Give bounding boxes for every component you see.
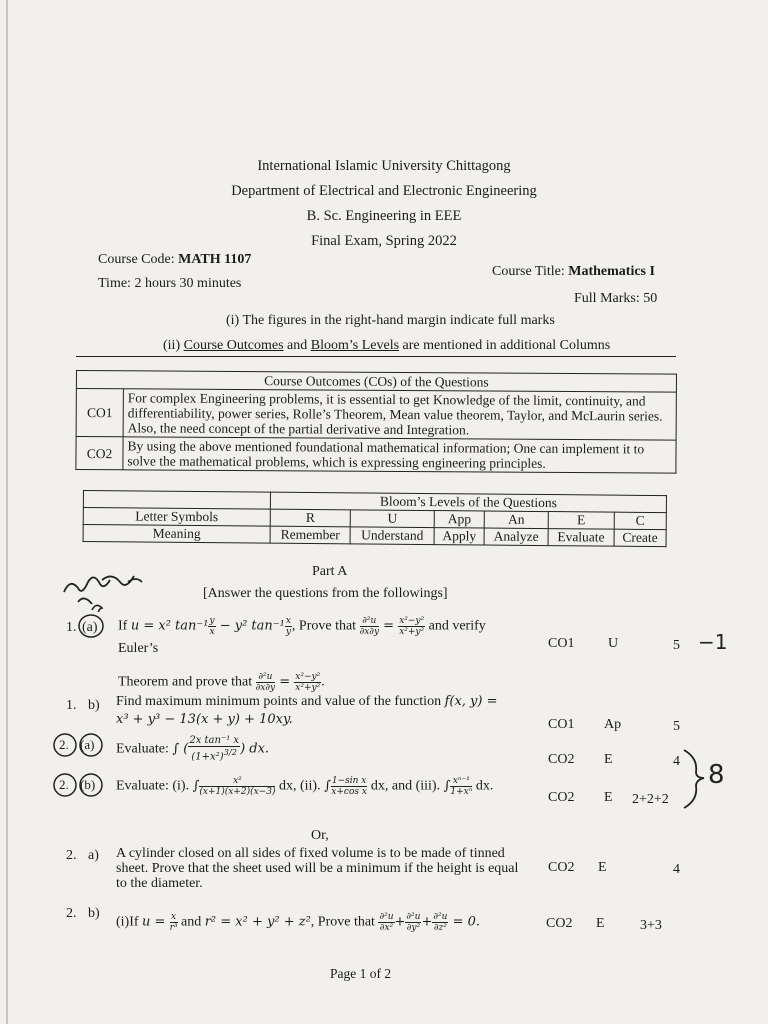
question-2a-alt-line2: sheet. Prove that the sheet used will be a minimum if the height is equal	[116, 861, 519, 876]
bloom-column: E	[598, 860, 607, 875]
exam-name: Final Exam, Spring 2022	[311, 233, 457, 249]
bloom-row-label: Letter Symbols	[83, 508, 270, 527]
co-table-row	[76, 389, 676, 441]
co-column: CO1	[548, 717, 575, 732]
handwritten-brace	[680, 744, 710, 814]
question-part-label: b)	[88, 906, 100, 921]
bloom-meaning: Create	[614, 529, 666, 546]
course-code-value: MATH 1107	[178, 252, 252, 267]
full-marks: Full Marks: 50	[574, 291, 658, 306]
bloom-symbol: An	[484, 511, 548, 529]
handwritten-eight: 8	[708, 760, 725, 790]
marks-column: 2+2+2	[632, 792, 669, 807]
bloom-symbol: App	[434, 511, 484, 528]
q1a-if: If	[118, 618, 128, 634]
bloom-symbol: E	[548, 512, 614, 530]
department-name: Department of Electrical and Electronic Engineering	[231, 183, 537, 199]
q2a-evaluate: Evaluate:	[116, 741, 169, 757]
instruction-2	[163, 338, 610, 354]
q2b-part-ii: dx, (ii).	[278, 778, 321, 794]
university-name: International Islamic University Chittagong	[257, 158, 511, 174]
blooms-levels-link: Bloom’s Levels	[310, 338, 400, 353]
exam-time: Time: 2 hours 30 minutes	[98, 276, 242, 291]
instruction-2-mid: and	[283, 338, 311, 353]
bloom-column: E	[604, 790, 613, 805]
page-edge	[6, 0, 8, 1024]
circle-mark	[76, 612, 106, 640]
course-title-label: Course Title:	[492, 264, 565, 279]
q1a-verify: and verify	[428, 618, 486, 634]
question-1a-line3: Theorem and prove that $\frac{\text{∂²u}}{\partial x\partial y}$ = $\frac{\text{x²−y²}}{\text{x²+y²}}$ .	[118, 672, 325, 693]
q2b-alt-prove: , Prove that	[310, 914, 375, 930]
question-part-label: a)	[88, 848, 99, 863]
course-code-label: Course Code:	[98, 252, 175, 267]
question-number: 2.	[59, 737, 69, 752]
question-2b-text: Evaluate: (i). ∫ $\frac{\text{x²}}{(x+1)(x+2)(x-3)}$ dx, (ii). ∫ $\frac{\text{1−sin x}}{\text{x+cos x}}$ dx, and (iii). ∫ $\frac{\text{xⁿ⁻¹}}{\text{1+xⁿ}}$ dx.	[116, 776, 494, 797]
co-column: CO2	[548, 860, 575, 875]
marks-column: 4	[673, 754, 680, 769]
part-a-title: Part A	[312, 564, 348, 579]
co-column: CO1	[548, 636, 575, 651]
bloom-column: Ap	[604, 717, 622, 732]
q1a-theorem: Theorem and prove that	[118, 674, 253, 690]
co-code: CO2	[76, 437, 123, 470]
bloom-table-title: Bloom’s Levels of the Questions	[270, 492, 666, 512]
q2b-alt-if: (i)If	[116, 914, 139, 930]
instruction-2-suffix: are mentioned in additional Columns	[399, 338, 611, 353]
question-1b-text: Find maximum minimum points and value of the function f(x, y) =	[116, 694, 498, 709]
bloom-meaning: Understand	[350, 527, 434, 545]
bloom-column: E	[596, 916, 605, 931]
course-title-value: Mathematics I	[568, 264, 655, 279]
page-number: Page 1 of 2	[330, 966, 392, 981]
q1a-equation: u = x² tan⁻¹	[130, 618, 209, 634]
bloom-meaning: Evaluate	[548, 529, 614, 547]
course-outcomes-link: Course Outcomes	[183, 338, 284, 353]
bloom-row-label: Meaning	[83, 525, 270, 544]
co-code: CO1	[76, 389, 123, 437]
or-separator: Or,	[311, 828, 329, 843]
question-1a-text: If u = x² tan⁻¹ $\frac{y}{x}$ − y² tan⁻¹ $\frac{x}{y}$ , Prove that $\frac{\text{∂²u}}{\partial x\partial y}$ = $\frac{\text{x²−y²}}{\text{x²+y²}}$ and verify	[118, 616, 486, 637]
co-column: CO2	[548, 752, 575, 767]
q2b-part-iii: dx, and (iii).	[370, 778, 441, 794]
handwritten-minus-one: −1	[698, 630, 728, 654]
question-number: 2.	[59, 777, 69, 792]
q2b-alt-and: and	[181, 914, 202, 930]
course-code	[98, 252, 251, 268]
bloom-meaning: Apply	[434, 528, 484, 545]
course-title	[492, 264, 655, 280]
course-outcomes-table	[75, 370, 677, 474]
question-part-label: (a)	[82, 620, 98, 635]
question-part-label: (b)	[80, 777, 96, 792]
question-part-label: (a)	[80, 737, 95, 752]
separator-line	[76, 356, 676, 357]
co-table-title: Course Outcomes (COs) of the Questions	[76, 371, 676, 393]
marks-column: 5	[673, 638, 680, 653]
bloom-column: E	[604, 752, 613, 767]
co-description: For complex Engineering problems, it is essential to get Knowledge of the limit, continuity, and differentiability, power series, Rolle’s Theorem, Mean value theorem, Taylor, and McLaurin series. Also, the need concept of the partial derivative and Integration.	[123, 389, 676, 440]
marks-column: 3+3	[640, 918, 662, 933]
bloom-symbol: R	[270, 509, 350, 527]
blooms-levels-table	[83, 490, 667, 547]
co-description: By using the above mentioned foundational mathematical information; One can implement it to solve the mathematical problems, which is expressing engineering principles.	[123, 437, 676, 473]
fraction: $\frac{y}{x}$	[209, 616, 215, 637]
program-name: B. Sc. Engineering in EEE	[306, 208, 462, 224]
co-column: CO2	[546, 916, 573, 931]
question-1b-line2: x³ + y³ − 13(x + y) + 10xy.	[116, 712, 293, 727]
question-2b-alt-text: (i)If u = $\frac{x}{\text{r³}}$ and r² = x² + y² + z², Prove that $\frac{\text{∂²u}}{\text{∂x²}}$ + $\frac{\text{∂²u}}{\text{∂y²}}$ + $\frac{\text{∂²u}}{\text{∂z²}}$ = 0.	[116, 912, 480, 933]
bloom-symbol: C	[614, 512, 666, 529]
co-table-row	[76, 437, 676, 474]
question-number: 1.	[66, 698, 77, 713]
q1a-prove: , Prove that	[291, 618, 357, 634]
question-2a-text: Evaluate: ∫ ( $\frac{\text{2x tan⁻¹ x}}{(1+x^2)^{3/2}}$ ) dx.	[116, 735, 270, 763]
question-2a-alt-line1: A cylinder closed on all sides of fixed volume is to be made of tinned	[116, 846, 505, 861]
bloom-column: U	[608, 636, 619, 651]
question-number: 1.	[66, 620, 77, 635]
question-2a-alt-line3: to the diameter.	[116, 876, 203, 891]
marks-column: 5	[673, 719, 680, 734]
part-a-instruction: [Answer the questions from the followings]	[203, 586, 448, 601]
question-part-label: b)	[88, 698, 100, 713]
bloom-meaning: Remember	[270, 526, 350, 544]
instruction-1: (i) The figures in the right-hand margin indicate full marks	[226, 313, 555, 328]
handwritten-scribble	[58, 562, 168, 612]
instruction-2-prefix: (ii)	[163, 338, 184, 353]
question-1a-line2: Euler’s	[118, 641, 159, 656]
q2b-evaluate: Evaluate: (i).	[116, 778, 190, 794]
bloom-meaning: Analyze	[484, 528, 548, 546]
co-column: CO2	[548, 790, 575, 805]
marks-column: 4	[673, 862, 680, 877]
question-number: 2.	[66, 906, 77, 921]
q1b-text: Find maximum minimum points and value of the function	[116, 694, 442, 709]
question-number: 2.	[66, 848, 77, 863]
bloom-symbol: U	[350, 510, 434, 528]
